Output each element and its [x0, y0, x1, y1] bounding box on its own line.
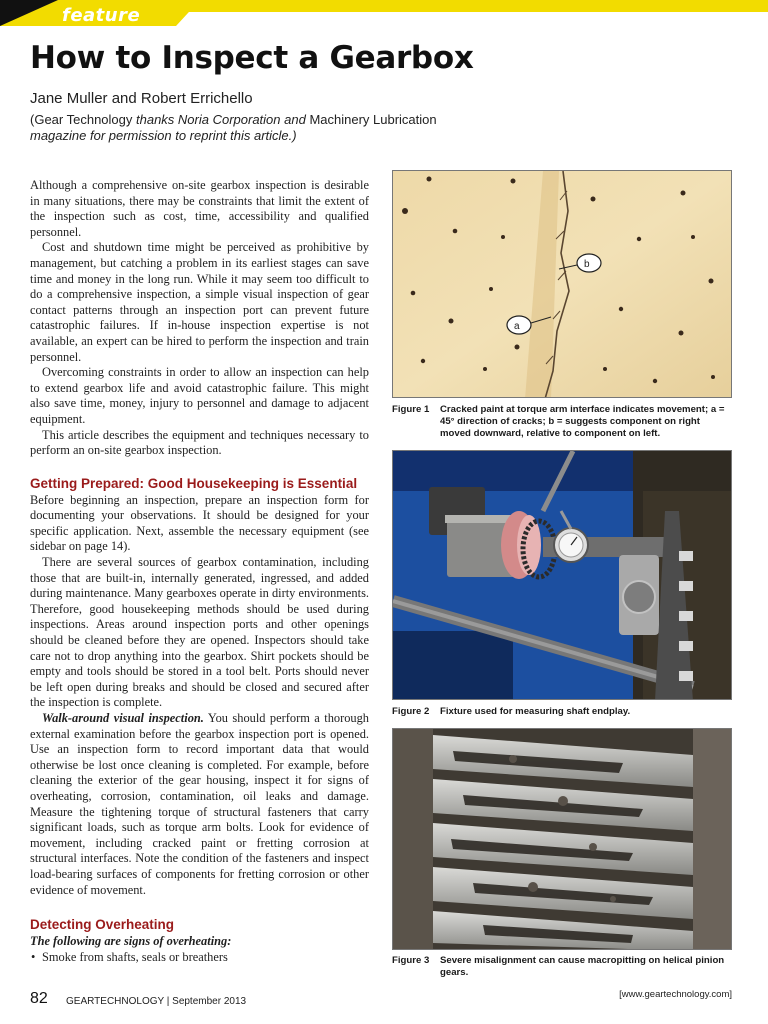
callout-b: b — [584, 259, 590, 270]
intro-paragraph: This article describes the equipment and techniques necessary to perform an on-site gearbox inspection. — [30, 427, 369, 458]
caption-text: Cracked paint at torque arm interface indicates movement; a = 45° direction of cracks; b = suggests component on right moved downward, relative to component on left. — [440, 404, 725, 439]
overheating-lead: The following are signs of overheating: — [30, 934, 232, 949]
callout-a: a — [514, 321, 520, 332]
body-paragraph-walkaround: Walk-around visual inspection. You should perform a thorough external examination before the gearbox inspection port is opened. Use an inspection form to record important data that would otherwise be lost once cleaning is completed. For example, before cleaning the exterior of the gear housing, inspect it for signs of overheating, corrosion, contamination, oil leaks and damage. Measure the tightening torque of structural fasteners that carry significant loads, such as torque arm bolts. Look for evidence of movement, including cracked paint or fretting corrosion at structural interfaces. Note the condition of the fasteners and inspect load-bearing surfaces of components for fretting corrosion or other evidence of movement. — [30, 711, 369, 897]
figure-3-caption — [392, 955, 732, 979]
article-body — [30, 178, 369, 965]
body-paragraph: Before beginning an inspection, prepare an inspection form for documenting your observations. It should be designed for your specific application. Next, assemble the necessary equipment (see sidebar on page 14). — [30, 492, 369, 554]
publication-footer: GEARTECHNOLOGY | September 2013 — [66, 996, 247, 1007]
figure-1-caption — [392, 404, 732, 440]
intro-paragraph: Overcoming constraints in order to allow an inspection can help to extend gearbox life and avoid catastrophic failure. This might also save time, money, injury to personnel and damage to adjacent equipment. — [30, 365, 369, 426]
runin-heading: Walk-around visual inspection. — [42, 711, 204, 725]
section-banner — [0, 0, 768, 26]
figure-number: Figure 3 — [392, 955, 430, 966]
article-authors: Jane Muller and Robert Errichello — [30, 90, 253, 107]
figure-1-image — [392, 170, 732, 398]
intro-paragraph: Cost and shutdown time might be perceived as prohibitive by management, but catching a problem in its earliest stages can save time and money in the long run. While it may seem too difficult to do a comprehensive inspection, a simple visual inspection of gear contact patterns through an inspection port can prevent future catastrophic failures. If in-house inspection expertise is not available, an expert can be hired to perform the inspection and train personnel. — [30, 240, 369, 364]
list-item: • Smoke from shafts, seals or breathers — [30, 950, 369, 966]
article-title: How to Inspect a Gearbox — [30, 40, 474, 76]
section-label: feature — [62, 5, 141, 26]
website-link[interactable]: [www.geartechnology.com] — [619, 989, 732, 1000]
caption-text: Fixture used for measuring shaft endplay. — [440, 706, 631, 717]
figure-number: Figure 1 — [392, 404, 430, 415]
overheating-list — [30, 950, 369, 966]
figure-3-image — [392, 728, 732, 950]
figure-2-caption — [392, 706, 732, 718]
figure-2-image — [392, 450, 732, 700]
body-paragraph: There are several sources of gearbox contamination, including those that are built-in, internally generated, ingressed, and added during maintenance. Many gearboxes operate in dirty environments. Therefore, good housekeeping methods should be used during inspections. Areas around inspection ports and other openings should be cleaned before they are opened. Inspectors should take care not to drop anything into the gearbox. Shirt pockets should be empty and tools should be stored in a tool belt. Ports should never be left open during breaks and should be closed and secured after the inspection is complete. — [30, 555, 369, 710]
intro-paragraph: Although a comprehensive on-site gearbox inspection is desirable in many situations, there may be constraints that limit the extent of the inspection such as cost, time, accessibility and qualified personnel. — [30, 178, 369, 239]
page-number: 82 — [30, 990, 48, 1007]
reprint-credit: (Gear Technology thanks Noria Corporation and Machinery Lubrication magazine for permission to reprint this article.) — [30, 112, 437, 143]
caption-text: Severe misalignment can cause macropitting on helical pinion gears. — [440, 955, 725, 978]
figure-number: Figure 2 — [392, 706, 430, 717]
section-heading-overheating: Detecting Overheating — [30, 917, 175, 933]
section-heading-getting-prepared: Getting Prepared: Good Housekeeping is Essential — [30, 475, 358, 491]
